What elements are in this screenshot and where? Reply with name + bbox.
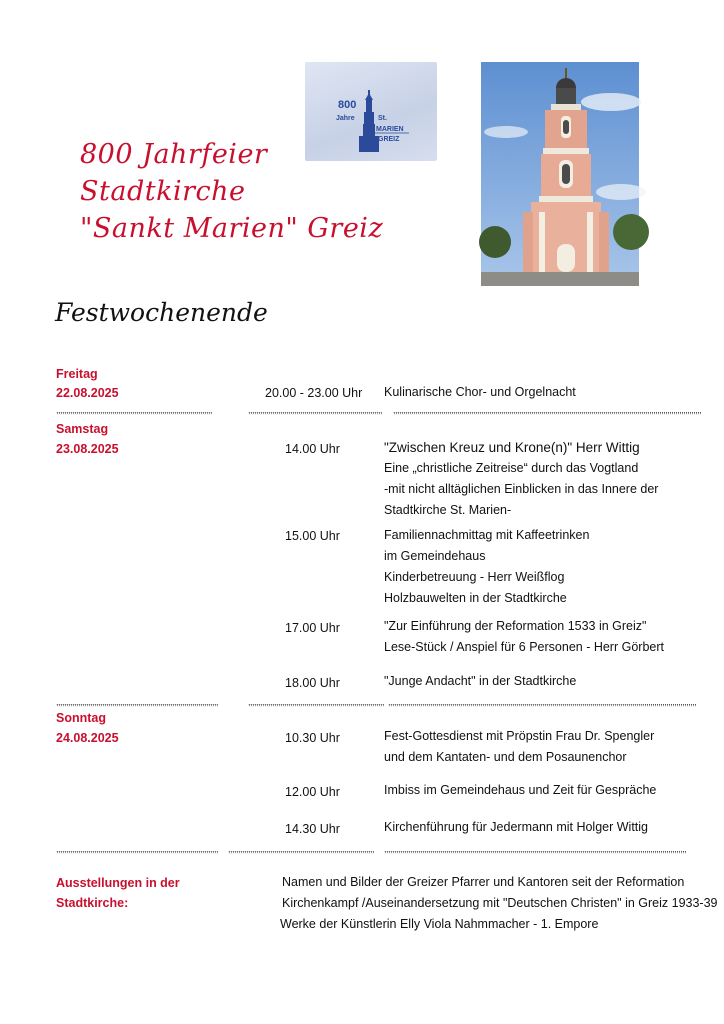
event-line: im Gemeindehaus: [384, 549, 486, 563]
event-line: Stadtkirche St. Marien-: [384, 503, 512, 517]
event-line: Kirchenführung für Jedermann mit Holger Wittig: [384, 820, 649, 834]
exhibition-item: Werke der Künstlerin Elly Viola Nahmmacher - 1. Empore: [280, 917, 599, 931]
event-description: [384, 525, 589, 609]
exhibitions-label-2: Stadtkirche:: [56, 896, 129, 910]
event-time: 15.00 Uhr: [285, 529, 340, 543]
event-description: [384, 817, 648, 838]
event-line: -mit nicht alltäglichen Einblicken in das Innere der: [384, 482, 659, 496]
event-line: Holzbauwelten in der Stadtkirche: [384, 591, 567, 605]
event-line: Kinderbetreuung - Herr Weißflog: [384, 570, 565, 584]
event-description: [384, 616, 664, 658]
event-line: Eine „christliche Zeitreise“ durch das Vogtland: [384, 461, 639, 475]
separator: ,,,,,,,,,,,,,,,,,,,,,,,,,,,,,,,,,,,,,,,,,,,,,,,,,,,,,,,,,,,,,,,,,,,,: [248, 697, 385, 707]
event-line: Kulinarische Chor- und Orgelnacht: [384, 385, 576, 399]
event-description: [384, 671, 576, 692]
section-heading: Festwochenende: [55, 298, 268, 327]
logo-graphic: [305, 62, 437, 161]
event-line: "Junge Andacht" in der Stadtkirche: [384, 674, 577, 688]
logo-number: 800: [338, 99, 357, 111]
event-line: Lese-Stück / Anspiel für 6 Personen - Herr Görbert: [384, 640, 664, 654]
title-line-2: Stadtkirche: [80, 176, 246, 207]
event-time: 14.30 Uhr: [285, 822, 340, 836]
title-line-1: 800 Jahrfeier: [80, 139, 268, 170]
logo-marien: MARIEN: [376, 126, 404, 133]
separator: ,,,,,,,,,,,,,,,,,,,,,,,,,,,,,,,,,,,,,,,,,,,,,,,,,,,,,,,,,,,,,,,,,,,,,,,,,,,,,,: [56, 405, 213, 415]
day-name-sunday: Sonntag: [56, 711, 106, 725]
event-time: 12.00 Uhr: [285, 785, 340, 799]
title-line-3: "Sankt Marien" Greiz: [80, 213, 384, 244]
event-time: 18.00 Uhr: [285, 676, 340, 690]
day-name-friday: Freitag: [56, 367, 98, 381]
event-line: "Zwischen Kreuz und Krone(n)" Herr Wittig: [384, 440, 640, 455]
event-line: "Zur Einführung der Reformation 1533 in Greiz": [384, 619, 647, 633]
separator: ,,,,,,,,,,,,,,,,,,,,,,,,,,,,,,,,,,,,,,,,,,,,,,,,,,,,,,,,,,,,,,,,,,,,,,,,,,,,,,,,,: [56, 697, 219, 707]
day-name-saturday: Samstag: [56, 422, 109, 436]
event-line: Fest-Gottesdienst mit Pröpstin Frau Dr. Spengler: [384, 729, 655, 743]
church-tower-icon: [359, 90, 379, 152]
day-date-sunday: 24.08.2025: [56, 731, 119, 745]
logo-greiz: GREIZ: [378, 136, 400, 143]
event-time: 17.00 Uhr: [285, 621, 340, 635]
anniversary-logo: [305, 62, 437, 161]
separator: ,,,,,,,,,,,,,,,,,,,,,,,,,,,,,,,,,,,,,,,,,,,,,,,,,,,,,,,,,,,,,,,,,,,,,,,,,,,,,,,,,: [56, 844, 219, 854]
separator: ,,,,,,,,,,,,,,,,,,,,,,,,,,,,,,,,,,,,,,,,,,,,,,,,,,,,,,,,,,,,,,,,,,,,,,,,,: [228, 844, 375, 854]
event-description: [384, 437, 658, 521]
exhibition-item: Kirchenkampf /Auseinandersetzung mit "Deutschen Christen" in Greiz 1933-39: [282, 896, 718, 910]
separator: ,,,,,,,,,,,,,,,,,,,,,,,,,,,,,,,,,,,,,,,,,,,,,,,,,,,,,,,,,,,,,,,,,,,: [248, 405, 383, 415]
separator: ,,,,,,,,,,,,,,,,,,,,,,,,,,,,,,,,,,,,,,,,,,,,,,,,,,,,,,,,,,,,,,,,,,,,,,,,,,,,,,,,,,,,,,,,,,,,,,,,,,,,,,,,,,,,,,,,,,,,,,,,,,,,,,,,,,,,,,,,,,,,,,,,,,,,,,,,,,: [388, 697, 697, 707]
event-description: [384, 382, 576, 403]
event-time: 20.00 - 23.00 Uhr: [265, 386, 363, 400]
event-line: Imbiss im Gemeindehaus und Zeit für Gespräche: [384, 783, 657, 797]
day-date-saturday: 23.08.2025: [56, 442, 119, 456]
event-line: und dem Kantaten- und dem Posaunenchor: [384, 750, 627, 764]
day-date-friday: 22.08.2025: [56, 386, 119, 400]
event-description: [384, 780, 656, 801]
event-line: Familiennachmittag mit Kaffeetrinken: [384, 528, 590, 542]
church-photo: [481, 62, 639, 286]
exhibitions-list: [280, 872, 718, 935]
exhibition-item: Namen und Bilder der Greizer Pfarrer und Kantoren seit der Reformation: [282, 875, 685, 889]
exhibitions-label-1: Ausstellungen in der: [56, 876, 180, 890]
logo-st: St.: [378, 115, 387, 122]
event-description: [384, 726, 654, 768]
separator: ,,,,,,,,,,,,,,,,,,,,,,,,,,,,,,,,,,,,,,,,,,,,,,,,,,,,,,,,,,,,,,,,,,,,,,,,,,,,,,,,,,,,,,,,,,,,,,,,,,,,,,,,,,,,,,,,,,,,,,,,,,,,,,,,,,,,,,,,,,,,,,,,,,,,,,,: [384, 844, 687, 854]
logo-word: Jahre: [336, 115, 355, 122]
event-time: 10.30 Uhr: [285, 731, 340, 745]
event-time: 14.00 Uhr: [285, 442, 340, 456]
separator: ,,,,,,,,,,,,,,,,,,,,,,,,,,,,,,,,,,,,,,,,,,,,,,,,,,,,,,,,,,,,,,,,,,,,,,,,,,,,,,,,,,,,,,,,,,,,,,,,,,,,,,,,,,,,,,,,,,,,,,,,,,,,,,,,,,,,,,,,,,,,,,,,,,,,,,,,,,: [393, 405, 702, 415]
